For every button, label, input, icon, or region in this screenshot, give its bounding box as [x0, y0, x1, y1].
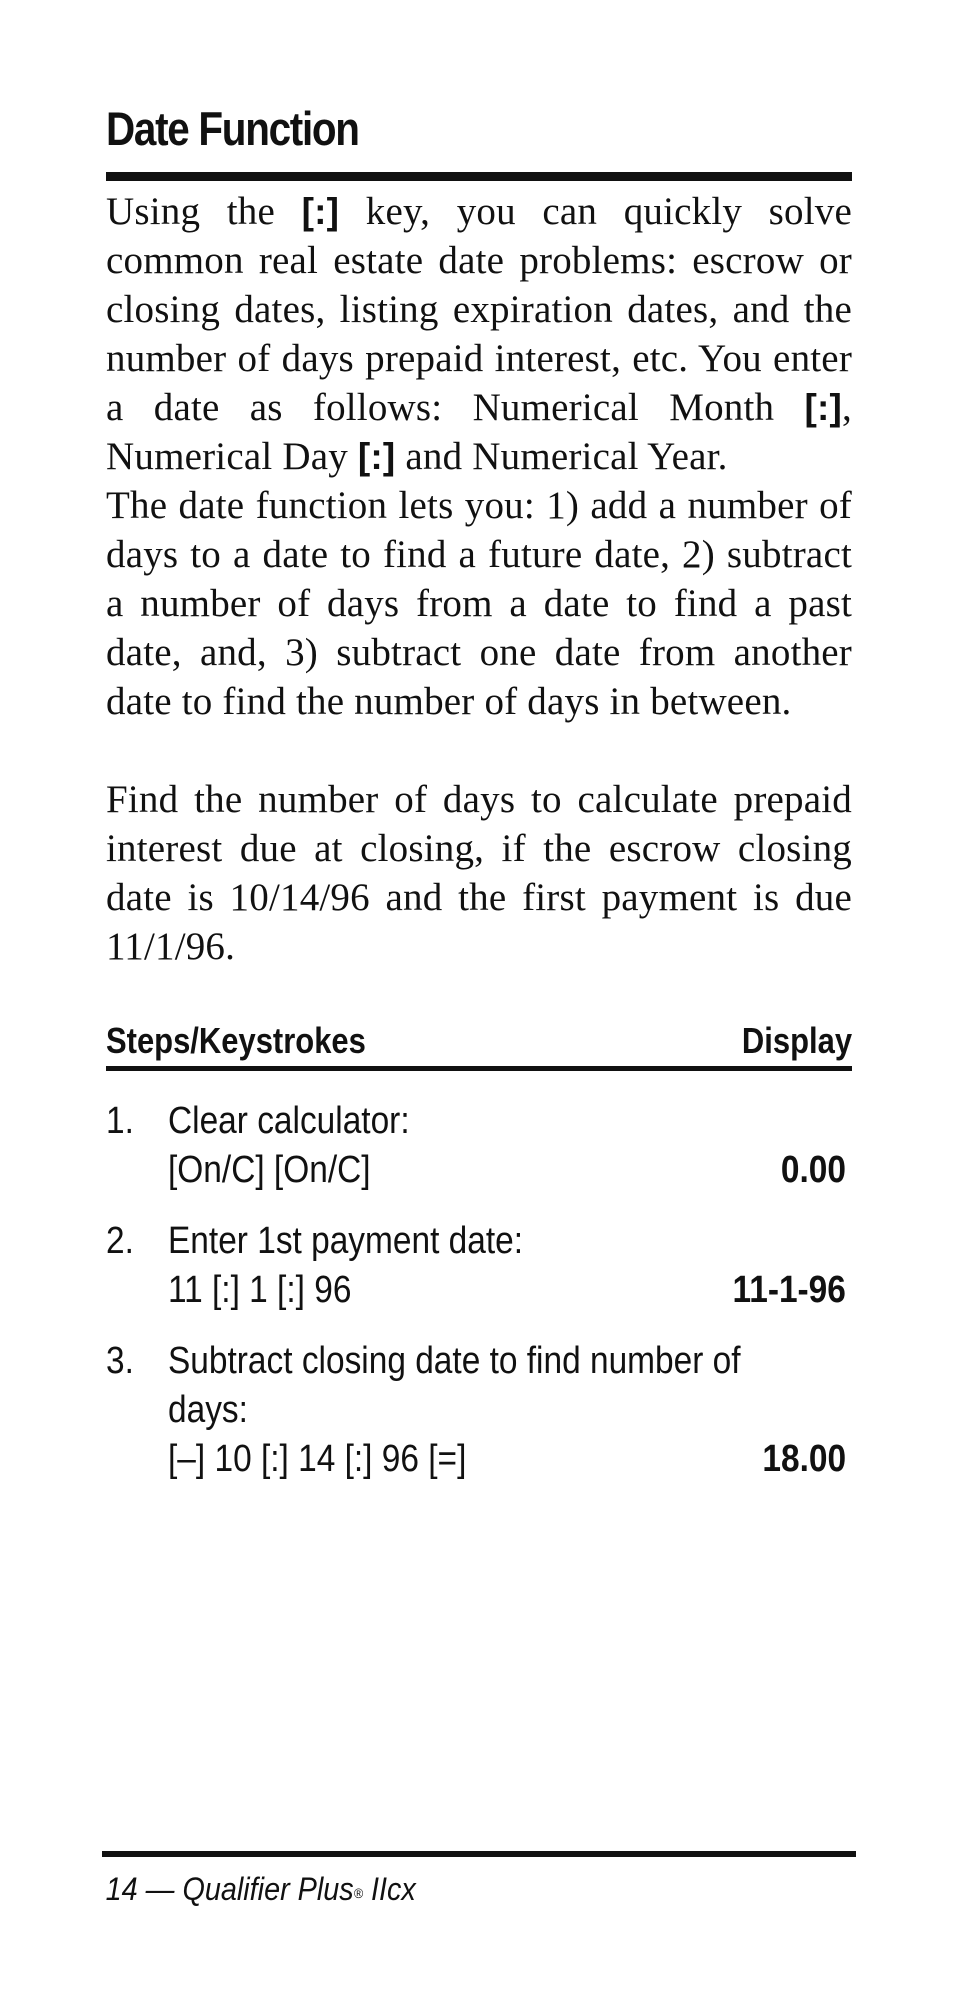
- footer-caption: [102, 1869, 416, 1909]
- step-display-value: 18.00: [762, 1438, 846, 1480]
- step-number: 3.: [106, 1340, 134, 1382]
- step-number: 2.: [106, 1220, 134, 1262]
- step-instruction: Subtract closing date to find number of: [168, 1340, 741, 1382]
- steps-header-divider: [106, 1066, 852, 1071]
- step-number: 1.: [106, 1100, 134, 1142]
- steps-list: [106, 1097, 852, 1484]
- intro-paragraph: [106, 187, 852, 481]
- step-display-value: 0.00: [780, 1149, 846, 1191]
- product-model: IIcx: [363, 1871, 416, 1907]
- manual-page: [106, 100, 852, 1506]
- footer-separator: —: [137, 1871, 183, 1907]
- intro-text-2: key, you can quickly solve common real estate date problems: escrow or closing dates, listing expiration dates, and the number of days prepaid interest, etc. You enter a date as follows: Numerical Month: [106, 190, 852, 429]
- display-column-header: Display: [741, 1020, 852, 1061]
- footer-divider: [102, 1851, 856, 1857]
- step-keystrokes: 11 [:] 1 [:] 96: [168, 1269, 352, 1311]
- functions-paragraph: The date function lets you: 1) add a number of days to a date to find a future date, 2) subtract a number of days from a date to find a past date, and, 3) subtract one date from another date to find the number of days in between.: [106, 484, 852, 723]
- colon-key-label: [:]: [301, 191, 340, 232]
- title-divider: [106, 172, 852, 181]
- step-item: [106, 1097, 852, 1195]
- intro-text-1: Using the: [106, 190, 302, 233]
- colon-key-label: [:]: [804, 387, 843, 428]
- example-paragraph: Find the number of days to calculate prepaid interest due at closing, if the escrow closing date is 10/14/96 and the first payment is due 11/1/96.: [106, 778, 852, 968]
- colon-key-label: [:]: [357, 436, 396, 477]
- step-instruction-continued: days:: [168, 1389, 248, 1431]
- steps-column-header: Steps/Keystrokes: [106, 1020, 366, 1061]
- intro-text-3: , Numerical Day: [106, 386, 852, 478]
- step-item: [106, 1337, 852, 1484]
- page-footer: [102, 1851, 856, 1909]
- page-number: 14: [105, 1871, 138, 1907]
- step-instruction: Enter 1st payment date:: [168, 1220, 524, 1262]
- steps-table-header: [106, 1019, 852, 1063]
- step-keystrokes: [On/C] [On/C]: [168, 1149, 371, 1191]
- product-name: Qualifier Plus: [182, 1871, 354, 1907]
- step-display-value: 11-1-96: [732, 1269, 846, 1311]
- step-item: [106, 1217, 852, 1315]
- page-title: Date Function: [106, 102, 359, 155]
- intro-text-4: and Numerical Year.: [395, 435, 728, 478]
- step-instruction: Clear calculator:: [168, 1100, 410, 1142]
- registered-trademark: ®: [353, 1885, 363, 1901]
- step-keystrokes: [–] 10 [:] 14 [:] 96 [=]: [168, 1438, 467, 1480]
